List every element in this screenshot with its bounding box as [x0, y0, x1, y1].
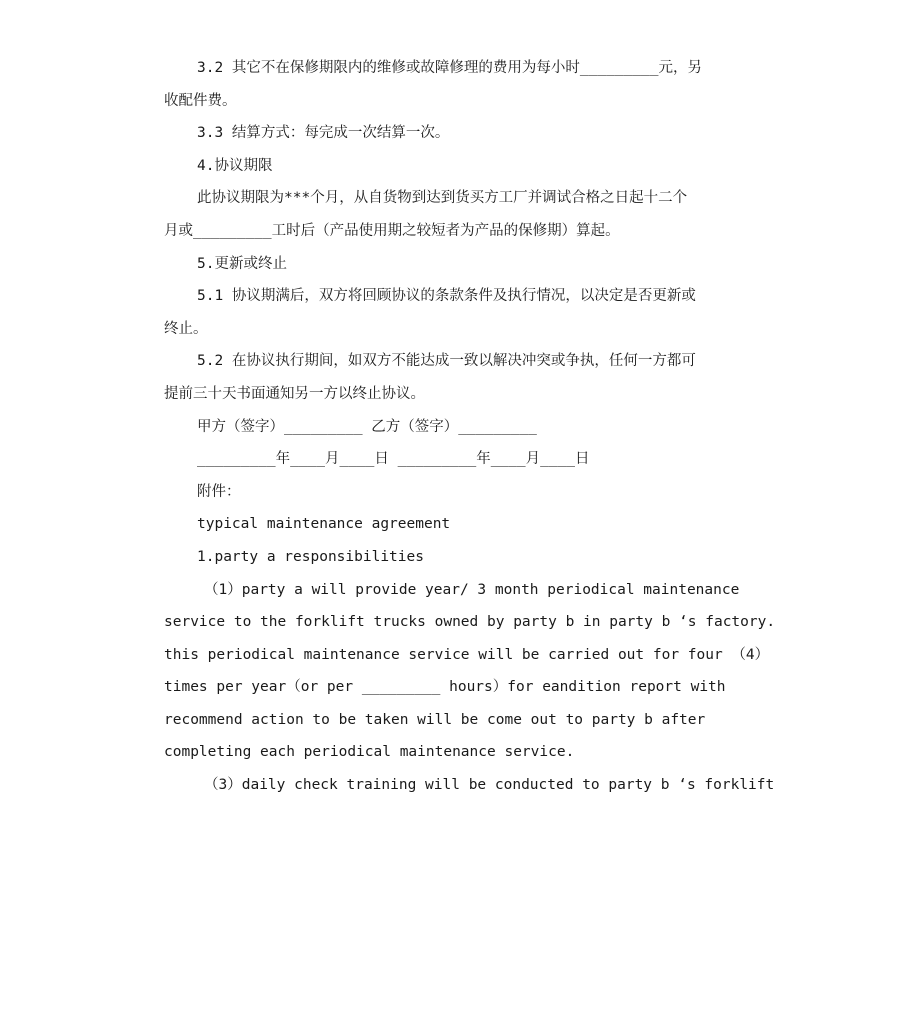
attachment-label: 附件：	[197, 483, 241, 500]
text-line: （1）party a will provide year/ 3 month periodical maintenance	[204, 581, 740, 598]
text-line: completing each periodical maintenance service.	[164, 744, 575, 761]
document-page	[164, 52, 776, 802]
date-line: _________年____月____日 _________年____月____日	[197, 451, 590, 468]
section-heading: 5.更新或终止	[197, 255, 287, 272]
text-line: 此协议期限为***个月，从自货物到达到货买方工厂并调试合格之日起十二个	[197, 190, 688, 207]
text-line: 提前三十天书面通知另一方以终止协议。	[164, 385, 425, 402]
text-line: 5.1 协议期满后，双方将回顾协议的条款条件及执行情况，以决定是否更新或	[197, 288, 696, 305]
text-line: 3.3 结算方式：每完成一次结算一次。	[197, 125, 450, 142]
text-line: this periodical maintenance service will be carried out for four （4）	[164, 646, 770, 663]
text-line: （3）daily check training will be conducted to party b ‘s forklift	[204, 777, 775, 794]
section-heading: 4.协议期限	[197, 157, 273, 174]
signature-line: 甲方（签字）_________ 乙方（签字）_________	[197, 418, 537, 435]
attachment-title: typical maintenance agreement	[197, 516, 451, 533]
text-line: 3.2 其它不在保修期限内的维修或故障修理的费用为每小时_________元，另	[197, 60, 702, 76]
text-line: 终止。	[164, 320, 208, 337]
text-line: times per year（or per _________ hours）for eandition report with	[164, 679, 726, 696]
text-line: 月或_________工时后（产品使用期之较短者为产品的保修期）算起。	[164, 222, 620, 239]
text-line: 5.2 在协议执行期间，如双方不能达成一致以解决冲突或争执，任何一方都可	[197, 353, 696, 370]
text-line: 收配件费。	[164, 92, 237, 109]
text-line: recommend action to be taken will be come out to party b after	[164, 711, 706, 728]
text-line: service to the forklift trucks owned by party b in party b ‘s factory.	[164, 614, 776, 631]
section-heading: 1.party a responsibilities	[197, 548, 424, 565]
